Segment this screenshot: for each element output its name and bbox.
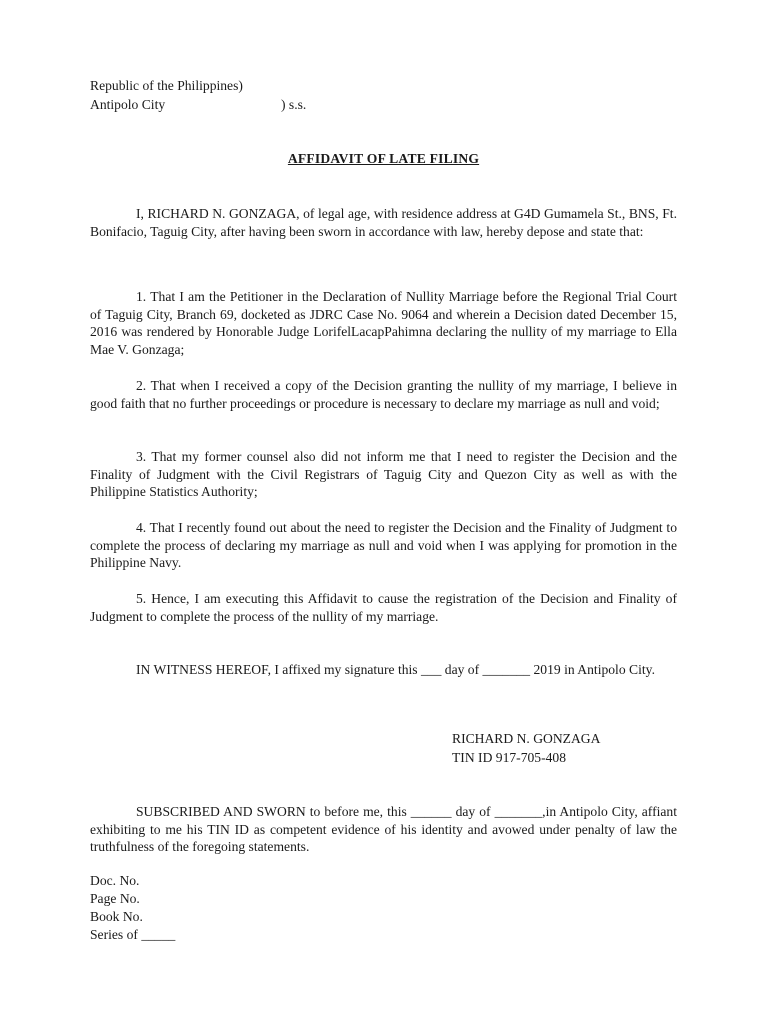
- jurat-paragraph: SUBSCRIBED AND SWORN to before me, this ______ day of _______,in Antipolo City, affiant exhibiting to me his TIN ID as competent evidence of his identity and avowed under penalty of law the truthfulness of the foregoing statements.: [90, 804, 677, 855]
- document-title: AFFIDAVIT OF LATE FILING: [287, 151, 480, 166]
- paragraph-5: 5. Hence, I am executing this Affidavit to cause the registration of the Decision and Finality of Judgment to complete the process of the nullity of my marriage.: [90, 591, 677, 624]
- page-no: Page No.: [90, 891, 140, 906]
- paragraph-4: 4. That I recently found out about the need to register the Decision and the Finality of Judgment to complete the process of declaring my marriage as null and void when I was applying for promotion in the Philippine Navy.: [90, 520, 677, 571]
- venue-ss: ) s.s.: [281, 97, 307, 112]
- intro-paragraph: I, RICHARD N. GONZAGA, of legal age, with residence address at G4D Gumamela St., BNS, Ft. Bonifacio, Taguig City, after having been sworn in accordance with law, hereby depose and state that:: [90, 206, 677, 239]
- book-no: Book No.: [90, 909, 143, 924]
- doc-no: Doc. No.: [90, 873, 140, 888]
- series-of: Series of _____: [90, 927, 176, 942]
- paragraph-2: 2. That when I received a copy of the Decision granting the nullity of my marriage, I believe in good faith that no further proceedings or procedure is necessary to declare my marriage as null and void;: [90, 378, 677, 411]
- document-page: [90, 0, 677, 1024]
- signatory-tin: TIN ID 917-705-408: [452, 750, 567, 765]
- venue-city: Antipolo City: [90, 97, 166, 112]
- notarial-register: [90, 872, 175, 944]
- paragraph-3: 3. That my former counsel also did not inform me that I need to register the Decision and the Finality of Judgment with the Civil Registrars of Taguig City and Quezon City as well as with the Philippine Statistics Authority;: [90, 449, 677, 500]
- signatory-name: RICHARD N. GONZAGA: [452, 731, 601, 746]
- paragraph-1: 1. That I am the Petitioner in the Declaration of Nullity Marriage before the Regional Trial Court of Taguig City, Branch 69, docketed as JDRC Case No. 9064 and wherein a Decision dated December 15, 2016 was rendered by Honorable Judge LorifelLacapPahimna declaring the nullity of my marriage to Ella Mae V. Gonzaga;: [90, 289, 677, 357]
- venue-country: Republic of the Philippines): [90, 78, 243, 93]
- venue-block: [90, 77, 410, 115]
- signature-block: [452, 730, 600, 768]
- witness-paragraph: IN WITNESS HEREOF, I affixed my signature this ___ day of _______ 2019 in Antipolo City.: [136, 662, 655, 677]
